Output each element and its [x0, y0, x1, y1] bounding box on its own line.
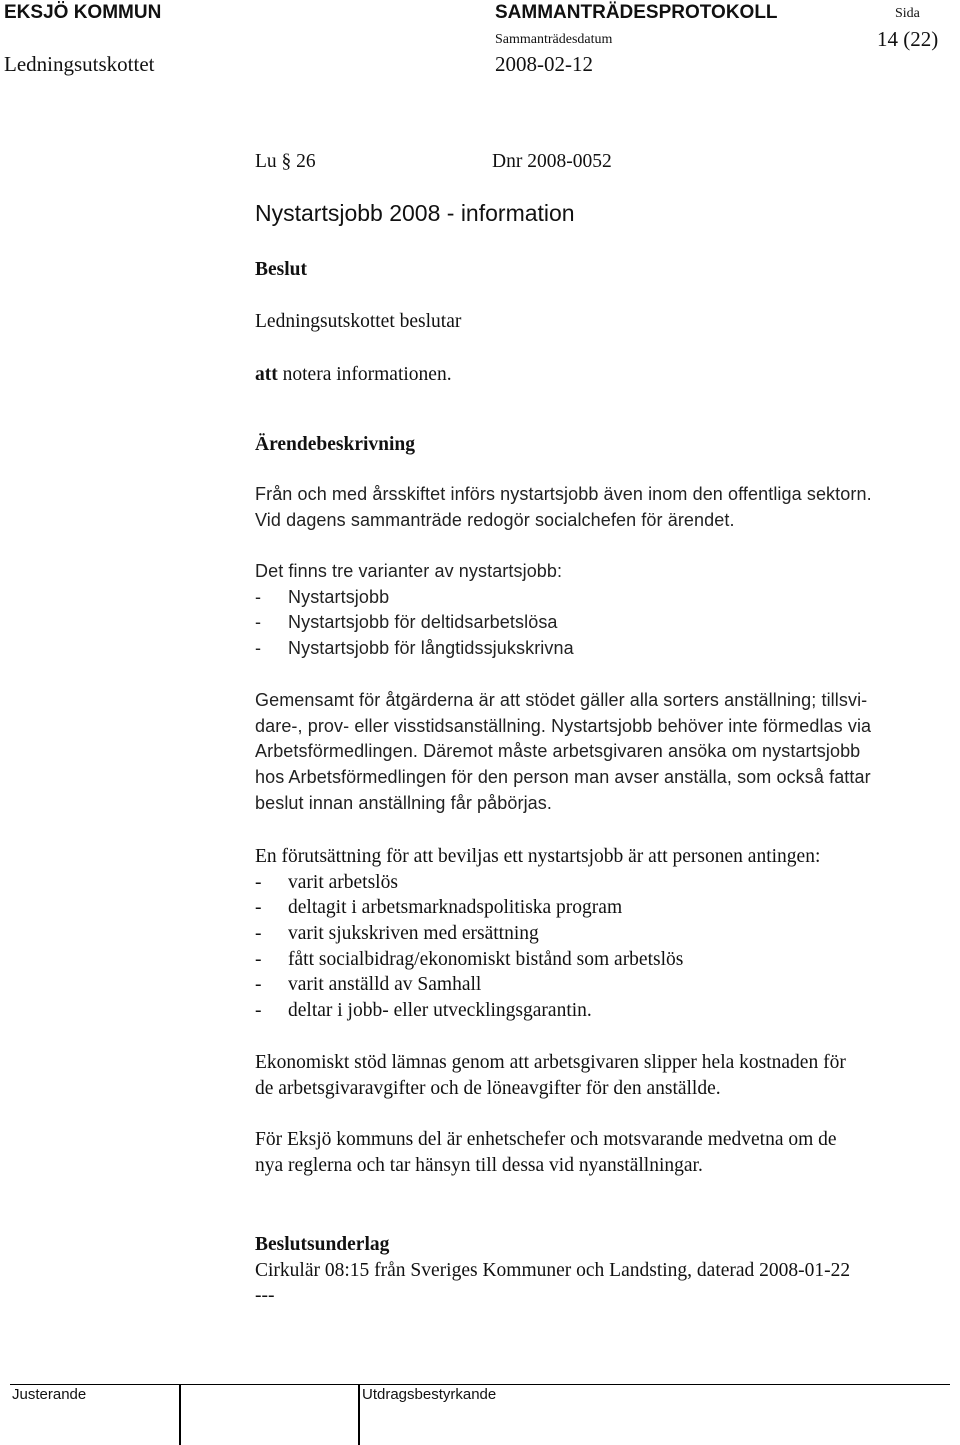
forutsattning-intro: En förutsättning för att beviljas ett nystartsjobb är att personen antingen: [255, 846, 821, 867]
text-line: För Eksjö kommuns del är enhetschefer och motsvarande medvetna om de [255, 1129, 837, 1150]
signature-box-divider [179, 1385, 181, 1445]
text-line: dare-, prov- eller visstidsanställning. Nystartsjobb behöver inte förmedlas via [255, 715, 872, 736]
list-item: - Nystartsjobb [255, 586, 390, 607]
justerande-label: Justerande [12, 1386, 87, 1403]
list-item: - fått socialbidrag/ekonomiskt bistånd som arbetslös [255, 948, 684, 970]
text-line: Vid dagens sammanträde redogör socialchefen för ärendet. [255, 509, 735, 530]
signature-box-divider [358, 1385, 360, 1445]
list-item: - varit arbetslös [255, 871, 398, 893]
footer-divider [10, 1384, 950, 1385]
beslut-line1: Ledningsutskottet beslutar [255, 311, 462, 332]
text-line: nya reglerna och tar hänsyn till dessa vid nyanställningar. [255, 1154, 703, 1176]
text-line: Från och med årsskiftet införs nystartsjobb även inom den offentliga sektorn. [255, 484, 872, 504]
org-name: EKSJÖ KOMMUN [4, 2, 162, 23]
item-ref: Lu [255, 151, 277, 172]
varianter-block [255, 559, 574, 662]
meeting-date: 2008-02-12 [495, 52, 593, 76]
gemensamt-paragraph [255, 688, 871, 816]
ekonomiskt-paragraph [255, 1050, 846, 1101]
page-label: Sida [895, 6, 920, 21]
list-item: - Nystartsjobb för deltidsarbetslösa [255, 612, 558, 633]
beslut-line2-text: notera informationen. [277, 364, 452, 385]
utdrag-label: Utdragsbestyrkande [362, 1386, 497, 1403]
text-line: Ekonomiskt stöd lämnas genom att arbetsgivaren slipper hela kostnaden för [255, 1052, 846, 1073]
item-reference [255, 151, 316, 173]
document-type: SAMMANTRÄDESPROTOKOLL [495, 2, 778, 23]
section-symbol: § [281, 151, 292, 172]
text-line: hos Arbetsförmedlingen för den person man avser anställa, som också fattar [255, 767, 871, 788]
date-label: Sammanträdesdatum [495, 32, 613, 47]
beslut-line2 [255, 364, 452, 386]
underlag-heading: Beslutsunderlag [255, 1234, 390, 1255]
eksjo-paragraph [255, 1127, 837, 1178]
list-item: - varit anställd av Samhall [255, 974, 482, 996]
page-number: 14 (22) [877, 27, 939, 51]
list-item: - varit sjukskriven med ersättning [255, 923, 539, 945]
list-item: - Nystartsjobb för långtidssjukskrivna [255, 638, 574, 659]
att-keyword: att [255, 364, 278, 385]
varianter-intro: Det finns tre varianter av nystartsjobb: [255, 561, 563, 581]
beslut-heading: Beslut [255, 259, 308, 280]
arende-intro [255, 482, 872, 533]
text-line: Gemensamt för åtgärderna är att stödet gäller alla sorters anställning; tillsvi- [255, 690, 868, 710]
committee-name: Ledningsutskottet [4, 52, 155, 76]
underlag-block [255, 1232, 850, 1309]
arende-heading: Ärendebeskrivning [255, 434, 415, 455]
dnr: Dnr 2008-0052 [492, 151, 612, 172]
text-line: beslut innan anställning får påbörjas. [255, 792, 552, 813]
list-item: - deltar i jobb- eller utvecklingsgarantin. [255, 1000, 592, 1022]
underlag-text: Cirkulär 08:15 från Sveriges Kommuner och Landsting, daterad 2008-01-22 [255, 1259, 851, 1281]
item-title: Nystartsjobb 2008 - information [255, 200, 575, 226]
item-number: 26 [296, 151, 316, 172]
text-line: Arbetsförmedlingen. Däremot måste arbetsgivaren ansöka om nystartsjobb [255, 741, 861, 762]
list-item: - deltagit i arbetsmarknadspolitiska program [255, 897, 623, 919]
text-line: de arbetsgivaravgifter och de löneavgifter för den anställde. [255, 1077, 721, 1099]
forutsattning-block [255, 844, 820, 1024]
underlag-end: --- [255, 1285, 275, 1307]
